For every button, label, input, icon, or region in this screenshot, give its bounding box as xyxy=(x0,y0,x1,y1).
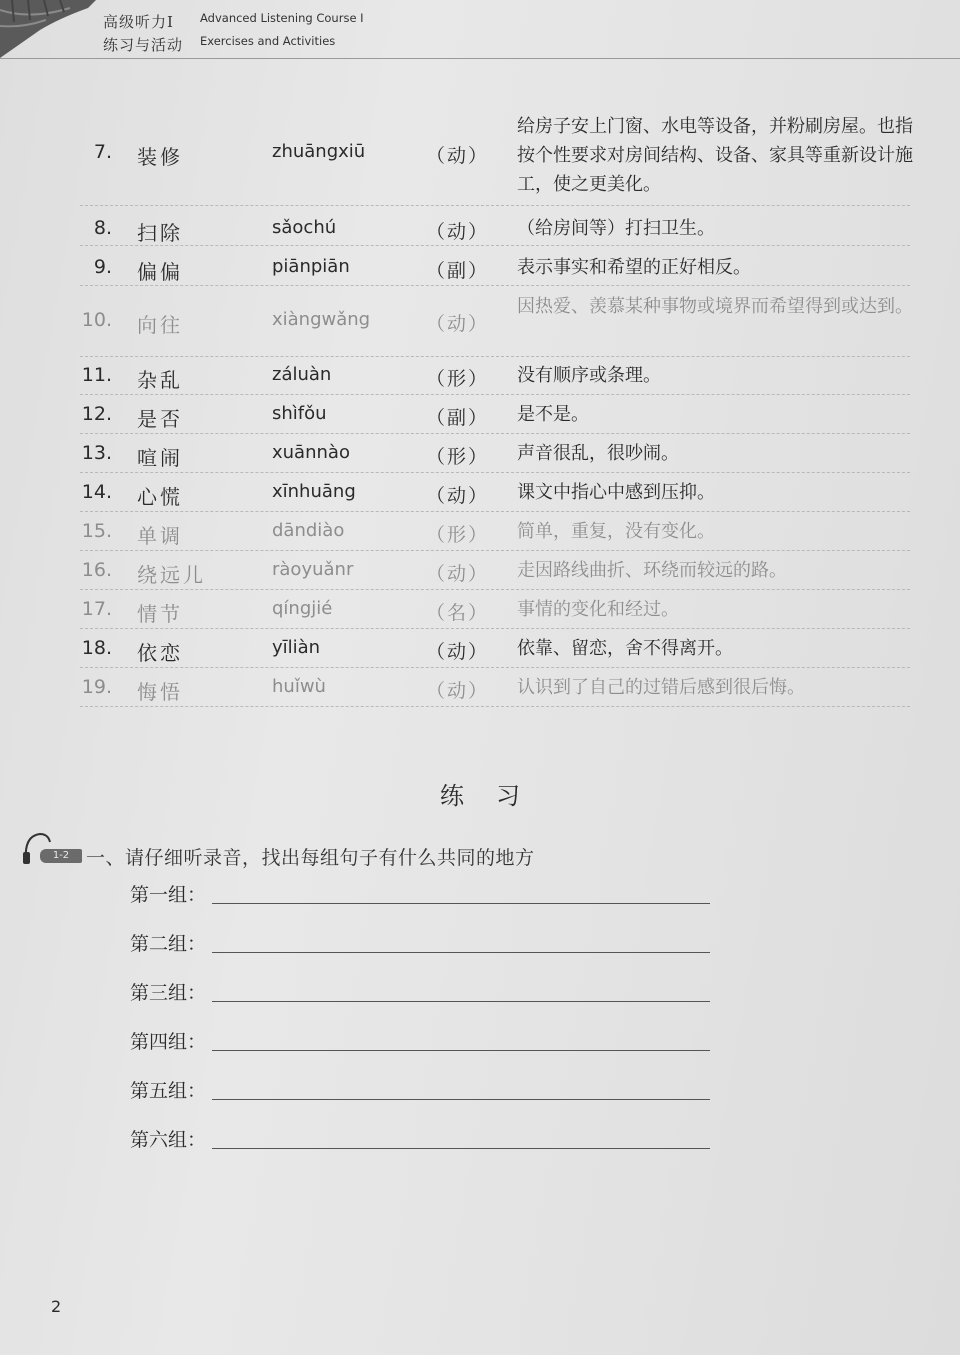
row-divider xyxy=(80,706,910,707)
vocab-pinyin: xuānnào xyxy=(272,442,350,463)
vocab-pinyin: ràoyuǎnr xyxy=(272,559,354,580)
row-divider xyxy=(80,356,910,357)
row-divider xyxy=(80,285,910,286)
group-label: 第六组： xyxy=(130,1129,207,1151)
vocab-pinyin: yīliàn xyxy=(272,637,321,658)
vocab-word: 是否 xyxy=(137,407,183,431)
vocab-part-of-speech: （动） xyxy=(426,221,490,243)
vocab-part-of-speech: （动） xyxy=(426,641,490,663)
header-title-en: Advanced Listening Course Ⅰ xyxy=(200,11,364,25)
vocab-definition: 声音很乱，很吵闹。 xyxy=(517,443,679,464)
vocab-word: 悔悟 xyxy=(137,680,183,704)
row-divider xyxy=(80,667,910,668)
row-divider xyxy=(80,205,910,206)
vocab-definition: 走因路线曲折、环绕而较远的路。 xyxy=(517,560,787,581)
vocab-number: 12. xyxy=(81,403,112,425)
row-divider xyxy=(80,394,910,395)
vocab-part-of-speech: （形） xyxy=(426,368,490,390)
row-divider xyxy=(80,472,910,473)
vocab-part-of-speech: （副） xyxy=(426,407,490,429)
vocab-word: 偏偏 xyxy=(137,260,183,284)
vocab-definition: 是不是。 xyxy=(517,404,589,425)
row-divider xyxy=(80,628,910,629)
vocab-part-of-speech: （副） xyxy=(426,260,490,282)
vocab-number: 11. xyxy=(81,364,112,386)
vocab-number: 7. xyxy=(93,141,112,163)
answer-blank[interactable] xyxy=(212,1148,710,1149)
vocab-pinyin: záluàn xyxy=(272,364,332,385)
vocab-pinyin: xīnhuāng xyxy=(272,481,356,502)
answer-blank[interactable] xyxy=(212,1001,710,1002)
vocab-word: 装修 xyxy=(137,145,183,169)
answer-group xyxy=(130,1076,730,1106)
row-divider xyxy=(80,433,910,434)
vocab-part-of-speech: （动） xyxy=(426,313,490,335)
answer-group xyxy=(130,929,730,959)
vocab-part-of-speech: （动） xyxy=(426,485,490,507)
header-subtitle-en: Exercises and Activities xyxy=(200,34,336,48)
group-label: 第三组： xyxy=(130,982,207,1004)
vocab-definition: 没有顺序或条理。 xyxy=(517,365,661,386)
answer-group xyxy=(130,1027,730,1057)
answer-blank[interactable] xyxy=(212,952,710,953)
header-subtitle-cn: 练习与活动 xyxy=(103,36,184,54)
vocab-definition: （给房间等）打扫卫生。 xyxy=(517,218,715,239)
row-divider xyxy=(80,589,910,590)
vocab-definition: 给房子安上门窗、水电等设备，并粉刷房屋。也指按个性要求对房间结构、设备、家具等重新设计施工，使之更美化。 xyxy=(517,116,913,195)
vocab-word: 心慌 xyxy=(137,485,183,509)
vocab-definition: 事情的变化和经过。 xyxy=(517,599,679,620)
vocab-pinyin: sǎochú xyxy=(272,217,337,238)
answer-group xyxy=(130,880,730,910)
vocab-number: 9. xyxy=(93,256,112,278)
pagoda-roof-icon xyxy=(0,0,96,62)
row-divider xyxy=(80,511,910,512)
vocab-pinyin: dāndiào xyxy=(272,520,345,541)
group-label: 第二组： xyxy=(130,933,207,955)
row-divider xyxy=(80,245,910,246)
vocab-number: 13. xyxy=(81,442,112,464)
vocab-pinyin: zhuāngxiū xyxy=(272,141,366,162)
vocab-pinyin: huǐwù xyxy=(272,676,326,697)
header-divider xyxy=(0,58,960,59)
vocab-word: 依恋 xyxy=(137,641,183,665)
vocab-part-of-speech: （形） xyxy=(426,446,490,468)
vocab-number: 19. xyxy=(81,676,112,698)
vocab-definition: 课文中指心中感到压抑。 xyxy=(517,482,715,503)
header-title-cn: 高级听力Ⅰ xyxy=(103,13,174,31)
group-label: 第五组： xyxy=(130,1080,207,1102)
vocab-number: 8. xyxy=(93,217,112,239)
vocab-part-of-speech: （形） xyxy=(426,524,490,546)
vocab-number: 16. xyxy=(81,559,112,581)
vocab-part-of-speech: （动） xyxy=(426,145,490,167)
exercise-question: 一、请仔细听录音，找出每组句子有什么共同的地方 xyxy=(86,847,535,869)
vocab-number: 18. xyxy=(81,637,112,659)
vocab-number: 17. xyxy=(81,598,112,620)
answer-group xyxy=(130,1125,730,1155)
vocab-pinyin: shìfǒu xyxy=(272,403,327,424)
vocab-definition: 因热爱、羡慕某种事物或境界而希望得到或达到。 xyxy=(517,296,913,317)
vocab-pinyin: xiàngwǎng xyxy=(272,309,371,330)
answer-blank[interactable] xyxy=(212,1050,710,1051)
page-header xyxy=(0,0,960,62)
vocab-definition: 认识到了自己的过错后感到很后悔。 xyxy=(517,677,805,698)
vocab-definition: 依靠、留恋，舍不得离开。 xyxy=(517,638,733,659)
vocab-part-of-speech: （动） xyxy=(426,680,490,702)
vocab-word: 向往 xyxy=(137,313,183,337)
group-label: 第一组： xyxy=(130,884,207,906)
vocab-pinyin: qíngjié xyxy=(272,598,333,619)
vocab-word: 绕远儿 xyxy=(137,563,206,587)
vocab-number: 14. xyxy=(81,481,112,503)
vocab-word: 扫除 xyxy=(137,221,183,245)
vocab-word: 单调 xyxy=(137,524,183,548)
vocab-part-of-speech: （动） xyxy=(426,563,490,585)
vocab-definition: 简单，重复，没有变化。 xyxy=(517,521,715,542)
answer-group xyxy=(130,978,730,1008)
vocab-number: 15. xyxy=(81,520,112,542)
vocab-part-of-speech: （名） xyxy=(426,602,490,624)
vocab-number: 10. xyxy=(81,309,112,331)
vocab-word: 喧闹 xyxy=(137,446,183,470)
exercise-section-title: 练习 xyxy=(440,782,552,810)
vocab-definition: 表示事实和希望的正好相反。 xyxy=(517,257,751,278)
page-number: 2 xyxy=(51,1297,62,1316)
answer-blank[interactable] xyxy=(212,1099,710,1100)
vocab-pinyin: piānpiān xyxy=(272,256,350,277)
answer-blank[interactable] xyxy=(212,903,710,904)
group-label: 第四组： xyxy=(130,1031,207,1053)
vocab-word: 情节 xyxy=(137,602,183,626)
audio-track-badge[interactable]: 1-2 xyxy=(40,849,82,863)
vocab-word: 杂乱 xyxy=(137,368,183,392)
row-divider xyxy=(80,550,910,551)
